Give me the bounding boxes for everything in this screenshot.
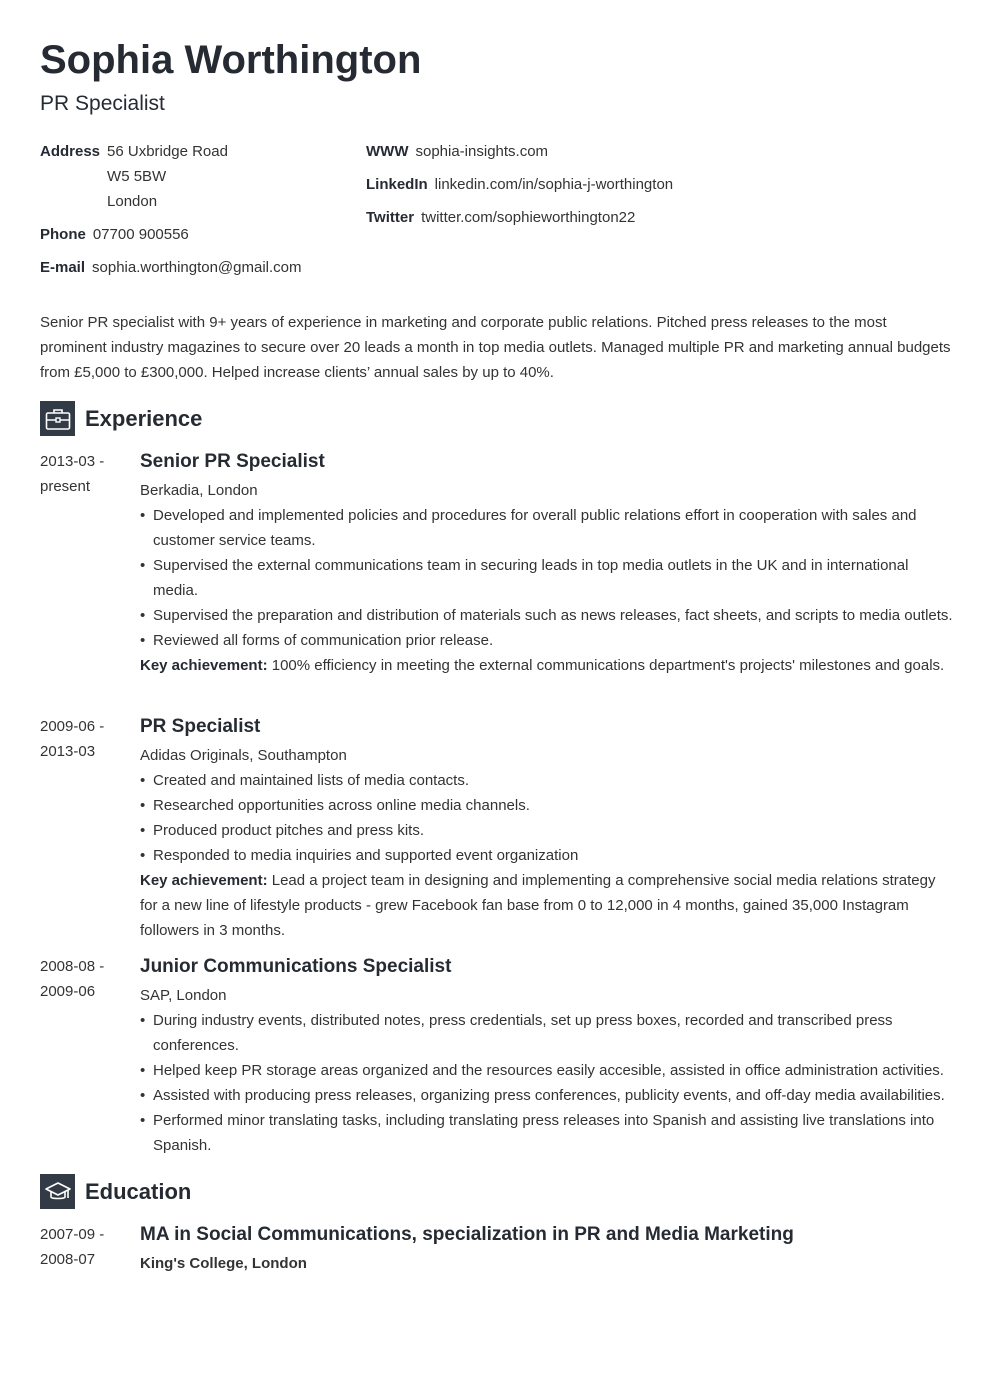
- phone-value: 07700 900556: [92, 226, 189, 243]
- job-bullets: [140, 503, 955, 653]
- degree-title: MA in Social Communications, specialization in PR and Media Marketing: [140, 1224, 794, 1245]
- job-role: PR Specialist: [140, 716, 261, 737]
- education-heading: [40, 1174, 191, 1209]
- date-end: 2013-03: [40, 743, 96, 760]
- key-achievement: [140, 653, 955, 678]
- date-end: 2008-07: [40, 1251, 96, 1268]
- achievement-label: Key achievement:: [140, 657, 268, 674]
- school-name: King's College, London: [140, 1255, 307, 1272]
- date-start: 2013-03 -: [40, 453, 105, 470]
- list-item: • Produced product pitches and press kits.: [140, 818, 955, 843]
- twitter-link[interactable]: twitter.com/sophieworthington22: [421, 209, 636, 226]
- address-line: W5 5BW: [107, 168, 167, 185]
- address-row: [40, 139, 350, 214]
- list-item: • Reviewed all forms of communication prior release.: [140, 628, 955, 653]
- job-company: Berkadia, London: [140, 482, 258, 499]
- contact-left-column: [40, 139, 350, 288]
- experience-title: Experience: [85, 405, 203, 431]
- job-company: Adidas Originals, Southampton: [140, 747, 347, 764]
- twitter-label: Twitter: [366, 209, 415, 226]
- date-end: present: [40, 478, 91, 495]
- briefcase-icon: [40, 401, 75, 436]
- date-end: 2009-06: [40, 983, 96, 1000]
- entry-date: [40, 714, 135, 764]
- achievement-text: 100% efficiency in meeting the external communications department's projects' milestones and goals.: [271, 657, 945, 674]
- achievement-text: Lead a project team in designing and implementing a comprehensive social media relations strategy for a new line of lifestyle products - grew Facebook fan base from 0 to 12,000 in 4 months, gained 35,000 Instagram followers in 3 months.: [140, 872, 936, 939]
- list-item: • Supervised the preparation and distribution of materials such as news releases, fact sheets, and scripts to media outlets.: [140, 603, 955, 628]
- achievement-label: Key achievement:: [140, 872, 268, 889]
- phone-label: Phone: [40, 226, 86, 243]
- phone-row: [40, 222, 350, 247]
- email-link[interactable]: sophia.worthington@gmail.com: [92, 259, 302, 276]
- graduation-cap-icon: [40, 1174, 75, 1209]
- linkedin-link[interactable]: linkedin.com/in/sophia-j-worthington: [434, 176, 674, 193]
- list-item: • Researched opportunities across online media channels.: [140, 793, 955, 818]
- address-label: Address: [40, 143, 101, 160]
- email-row: [40, 255, 350, 280]
- address-line: London: [107, 193, 158, 210]
- entry-body: [140, 1222, 955, 1276]
- entry-body: [140, 714, 955, 943]
- list-item: • Responded to media inquiries and supported event organization: [140, 843, 955, 868]
- list-item: • Performed minor translating tasks, including translating press releases into Spanish and assisting live translations into Spanish.: [140, 1108, 955, 1158]
- entry-date: [40, 449, 135, 499]
- list-item: • Assisted with producing press releases, organizing press conferences, publicity events, and off-day media availabilities.: [140, 1083, 955, 1108]
- entry-body: [140, 449, 955, 678]
- list-item: • During industry events, distributed notes, press credentials, set up press boxes, recorded and transcribed press conferences.: [140, 1008, 955, 1058]
- job-bullets: [140, 1008, 955, 1158]
- www-label: WWW: [366, 143, 409, 160]
- candidate-name: Sophia Worthington: [40, 38, 422, 82]
- experience-heading: [40, 401, 202, 436]
- list-item: • Developed and implemented policies and procedures for overall public relations effort in cooperation with sales and customer service teams.: [140, 503, 955, 553]
- list-item: • Helped keep PR storage areas organized and the resources easily accesible, assisted in office administration activities.: [140, 1058, 955, 1083]
- key-achievement: [140, 868, 955, 943]
- www-link[interactable]: sophia-insights.com: [415, 143, 549, 160]
- date-start: 2008-08 -: [40, 958, 105, 975]
- linkedin-label: LinkedIn: [366, 176, 428, 193]
- entry-date: [40, 954, 135, 1004]
- email-label: E-mail: [40, 259, 86, 276]
- date-start: 2009-06 -: [40, 718, 105, 735]
- profile-summary: Senior PR specialist with 9+ years of experience in marketing and corporate public relations. Pitched press releases to the most prominent industry magazines to secure over 20 leads a month in top media outlets. Managed multiple PR and marketing annual budgets from £5,000 to £300,000. Helped increase clients’ annual sales by up to 40%.: [40, 314, 951, 381]
- job-company: SAP, London: [140, 987, 227, 1004]
- list-item: • Created and maintained lists of media contacts.: [140, 768, 955, 793]
- job-bullets: [140, 768, 955, 868]
- job-role: Senior PR Specialist: [140, 451, 325, 472]
- address-line: 56 Uxbridge Road: [107, 143, 228, 160]
- contact-right-column: [366, 139, 866, 238]
- list-item: • Supervised the external communications team in securing leads in top media outlets in the UK and in international media.: [140, 553, 955, 603]
- date-start: 2007-09 -: [40, 1226, 105, 1243]
- entry-body: [140, 954, 955, 1158]
- entry-date: [40, 1222, 135, 1272]
- education-title: Education: [85, 1178, 192, 1204]
- www-row: [366, 139, 866, 164]
- job-role: Junior Communications Specialist: [140, 956, 452, 977]
- twitter-row: [366, 205, 866, 230]
- address-value: [107, 139, 228, 214]
- candidate-title: PR Specialist: [40, 92, 165, 115]
- linkedin-row: [366, 172, 866, 197]
